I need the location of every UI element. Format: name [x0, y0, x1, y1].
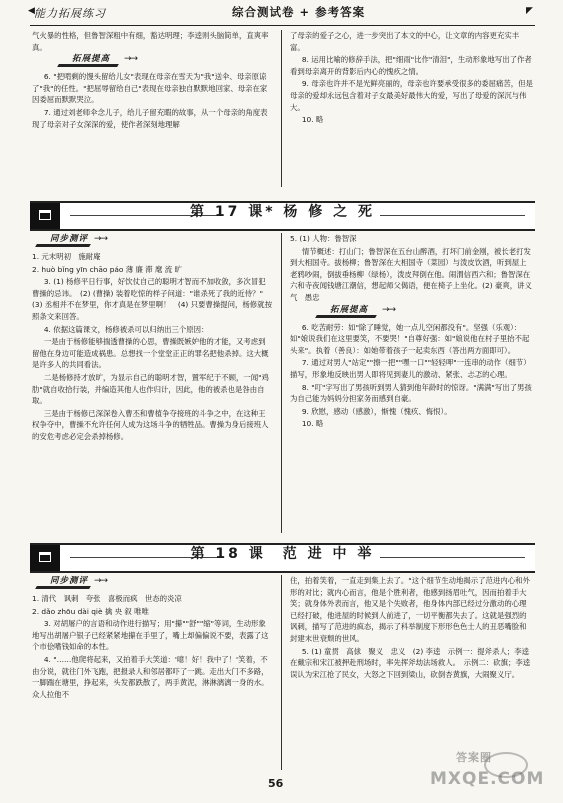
answer-item: 5. (1) 童贯 高俅 聚义 忠义 (2) 李逵 示例一：提斧杀人；李逵在戴宗和宋江被押赴刑场时，率先挥斧劫法场救人。 示例二：砍旗；李逵误认为宋江抢了民女，大怒之下回到梁山，砍倒杏黄旗，大闹聚义厅。: [290, 646, 531, 679]
answer-item: 6. 吃苦耐劳：如"除了睡觉，她一点儿空闲都没有"。坚强（乐观）：如"娘说我们在这里要笑，不要哭！"自尊好强：如"娘说他在村子里抬不起头来"。执着（善良）：如她带着孩子一起卖东西（答出两方面即可）。: [290, 322, 530, 355]
header-center-title: 综合测试卷 + 参考答案: [232, 5, 366, 19]
lesson-17-banner: [30, 201, 535, 231]
top-right-column: [290, 30, 533, 127]
lesson-17-title: 第 17 课* 杨 修 之 死: [189, 204, 376, 220]
lesson-18-left-column: [32, 575, 272, 701]
answer-item: 8. 运用比喻的修辞手法，把"细雨"比作"清泪"，生动形象地写出了作者看到母亲离开的背影后内心的愧疚之情。: [290, 55, 532, 76]
answer-item: 一是由于杨修能够揣透曹操的心思，曹操既嫉妒他的才能，又考虑到留他在身边可能造成祸患。总想找一个堂堂正正的罪名把他杀掉。这大概是许多人的共同看法。: [32, 337, 269, 370]
lesson-18-banner: [30, 543, 535, 573]
answer-item: 情节概述：打山门；鲁智深在五台山醉酒，打坏门前金刚，被长老打发到大相国寺。拔杨柳；鲁智深在大相国寺（菜园）与泼皮饮酒，听到屋上老鸦吵闹，倒拔垂杨柳（绿杨），泼皮拜倒在他。闹渭信西六和；鲁智深在六和寺夜闻钱塘江潮信，想起师父偈语，便在椅子上坐化。(2) 豪爽，讲义气 愚忠: [290, 246, 532, 302]
paragraph: 气火暴的性格，但鲁智深粗中有细，豁达明理；李逵则头脑简单，直爽率真。: [32, 31, 269, 52]
column-divider: [281, 30, 282, 187]
watermark-bottom-text: MXQE.COM: [430, 769, 545, 789]
arrows-icon: →→: [94, 576, 108, 586]
page-header: [0, 0, 563, 30]
header-triangle-icon: ◤: [526, 6, 533, 16]
answer-item: 1. 清代 讽刺 夸张 喜极而疯 世态的炎凉: [32, 594, 182, 603]
watermark: [430, 751, 545, 798]
answer-item: 8. "叮"字写出了男孩听到男人猜到他年龄时的惊讶。"满满"写出了男孩为自己能为妈妈分担家务而感到自豪。: [290, 382, 532, 404]
column-divider: [281, 233, 282, 533]
section-heading-label: 同步测评: [50, 234, 89, 244]
arrows-icon: →→: [94, 234, 108, 244]
answer-item: 住，拍着笑着，一直走到集上去了。"这个细节生动地揭示了范进内心和外形的对比；就内心而言，他是个胜利者，他感到扬眉吐气，因而拍着手大笑；就身体外表而言，他又是个失败者，他身体内部已经过分激动的心理已经打破，他进屋的时候到人前进了，一切平衡都失去了。这就是强烈的讽刺，描写了范进的疯态，揭示了科举制度下形形色色士人的丑恶嘴脸和封建末世衰颓的世风。: [290, 576, 530, 643]
answer-item: 二是杨修持才放旷，为显示自己的聪明才智，置军纪于不顾，一闻"鸡肋"就自收拾行装，并编造其他人也作归计，因此，他的被杀也是咎由自取。: [32, 372, 269, 406]
column-divider: [281, 575, 282, 770]
answer-item: 10. 略: [301, 419, 324, 429]
section-heading-label: 拓展提高: [330, 304, 369, 315]
arrows-icon: →→: [382, 304, 396, 315]
header-rule: [30, 25, 535, 26]
header-triangle-icon: ◀: [28, 6, 35, 16]
section-heading-sync: [32, 576, 272, 591]
answer-item: 4. 依据这篇课文，杨修被杀可以归纳出三个原因：: [43, 324, 209, 334]
answer-item: 三是由于杨修已深深卷入曹丕和曹植争夺接班的斗争之中，在这种王权争夺中，曹操不允许任何人成为这场斗争的牺牲品。曹操为身后接班人的安危考虑必定会杀掉杨修。: [32, 408, 269, 441]
section-heading-label: 同步测评: [50, 576, 89, 586]
banner-line: [380, 557, 525, 558]
paragraph: 了母亲的爱子之心，进一步突出了本文的中心，让文章的内容更充实丰富。: [290, 31, 520, 52]
watermark-top-text: 答案圈: [456, 751, 492, 764]
answer-item: 9. 欣慰，感动（感激），惭愧（愧疚、悔恨）。: [301, 406, 452, 416]
answer-item: 10. 略: [301, 115, 324, 125]
section-heading-sync: [32, 234, 272, 249]
lesson-17-right-column: [290, 233, 533, 431]
answer-item: 1. 元末明初 施耐庵: [32, 252, 101, 261]
answer-item: 2. huò bǐng yīn chāo páo 薄 廉 滞 麾 流 旷: [32, 264, 182, 274]
answer-item: 5. (1) 人物：鲁智深: [290, 234, 357, 243]
section-heading-label: 拓展提高: [72, 54, 111, 65]
section-heading-extension: [290, 305, 533, 320]
lesson-17-left-column: [32, 233, 272, 444]
answer-item: 4. "……他爬将起来，又拍着手大笑道：'噫！好！我中了！'笑着，不由分说，就往门外飞跑，把报录人和邻居都吓了一跳。走出大门不多路，一脚踹在塘里，挣起来，头发都跌散了，两手黄泥，淋淋漓漓一身的水。众人拉他不: [32, 654, 269, 699]
answer-item: 2. dǎo zhōu dài qiè 擒 央 叙 唯唯: [32, 606, 149, 616]
header-left-title: 能力拓展练习: [34, 7, 106, 20]
answer-item: 3. (1) 杨修平日行事，好饮仗自己的聪明才智而不加收敛，多次冒犯曹操的忌讳。 (2) (曹操) 装着吃惊的样子问道："谁杀死了我的近侍？" (3) 丞相并不在梦里，你才真是在梦里啊！ (4) 只要曹操提问，杨修就按照条文来回答。: [32, 277, 272, 321]
lesson-18-title: 第 18 课 范 进 中 举: [190, 546, 375, 562]
top-left-column: [32, 30, 272, 131]
answer-item: 7. 通过对男人"站定""擦一把""嘿一口""轻轻呷"一连串的动作（细节）描写，形象地反映出男人即将见到妻儿的激动、紧张、忐忑的心理。: [290, 358, 531, 379]
answer-item: 3. 对胡屠户的言语和动作进行描写；用"攥""舒""缩"等词，生动形象地写出胡屠户银子已经紧紧地攥在手里了，嘴上却偏偏说不要，表露了这个市侩嗜钱如命的本性。: [32, 619, 269, 652]
arrows-icon: →→: [124, 54, 138, 65]
answer-item: 9. 母亲也许并不是光鲜亮丽的，母亲也许要承受很多的委屈痛苦，但是母亲的爱却永远包含着对子女最美好最伟大的爱，写出了母爱的深沉与伟大。: [290, 79, 533, 112]
answer-item: 7. 通过刘老师伞念儿子，给儿子留充暇的故事，从一个母亲的角度表现了母亲对子女深深的爱，使作者深刻地理解: [32, 107, 268, 129]
answer-item: 6. "把啃剩的馒头留给儿女"表现在母亲在雪天为"我"送伞、母亲原谅了"我"的任性。"把屈辱留给自己"表现在母亲独自默默地回家、母亲在家因委屈而默默哭泣。: [32, 72, 268, 105]
banner-line: [380, 215, 525, 216]
lesson-18-right-column: [290, 575, 533, 681]
page-number: 56: [268, 777, 284, 790]
section-heading-extension: [32, 54, 272, 69]
